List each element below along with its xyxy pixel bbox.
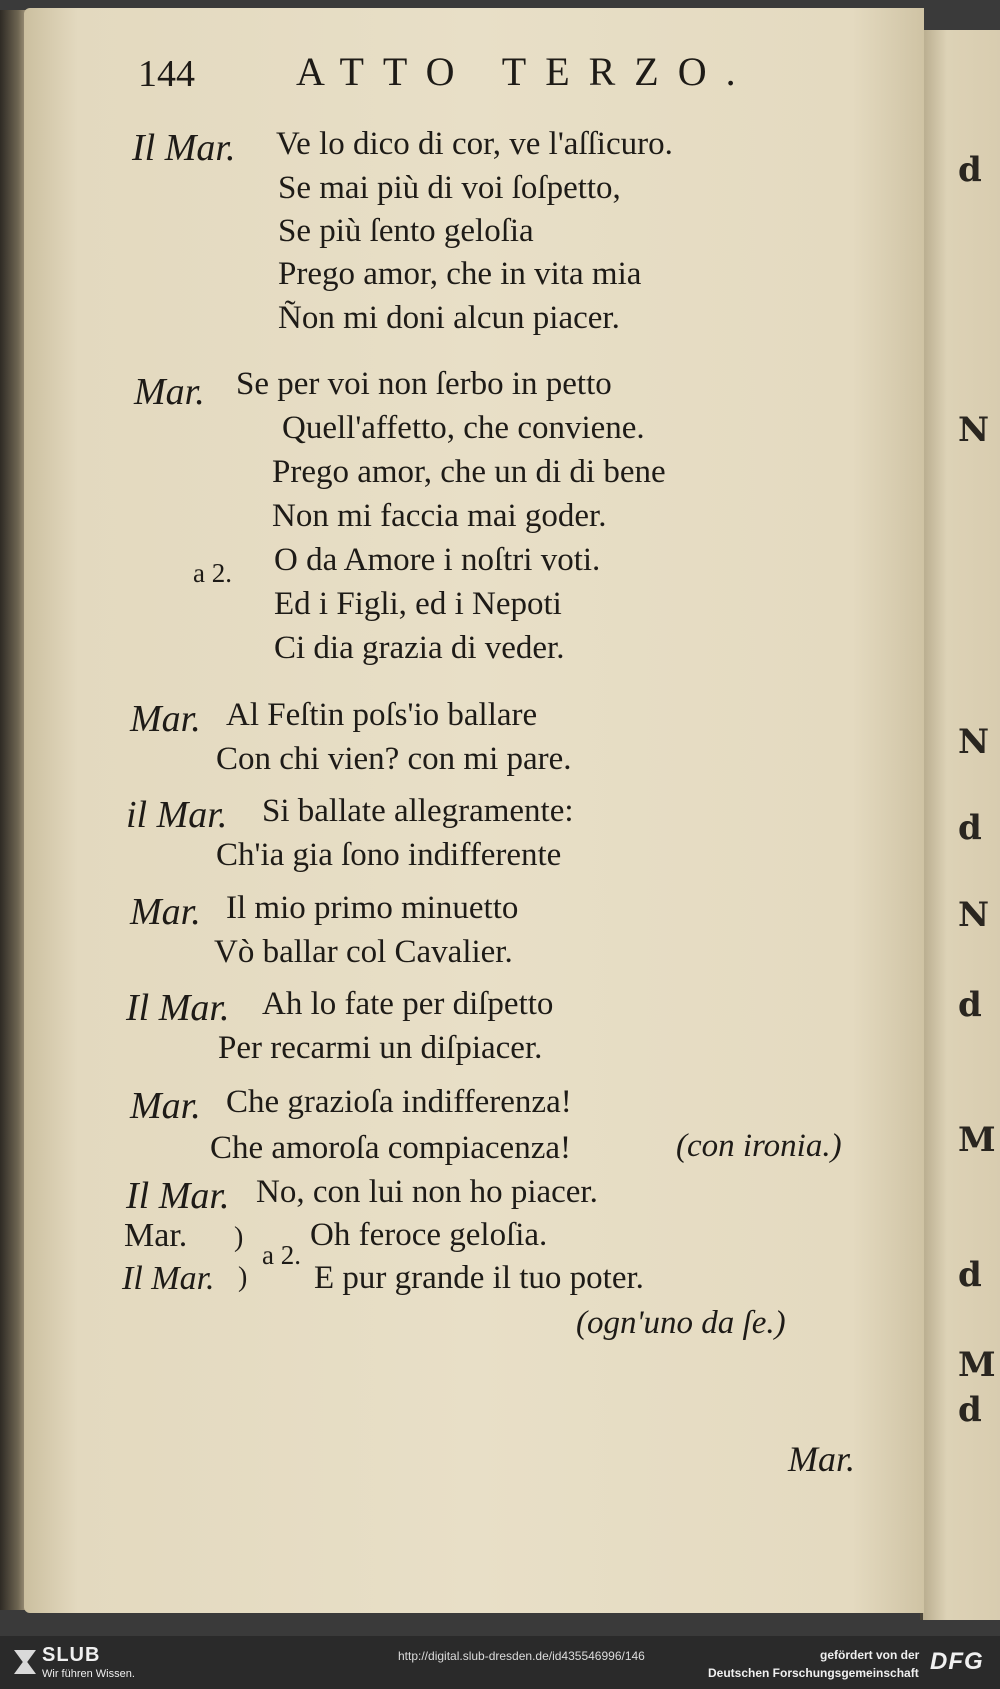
verse-line: O da Amore i noſtri voti.	[274, 542, 601, 578]
verse-line: Quell'affetto, che conviene.	[282, 410, 645, 446]
facing-page-fragment: d	[958, 808, 982, 848]
facing-page-fragment: d	[958, 1390, 982, 1430]
duet-brace: )	[238, 1262, 248, 1293]
slub-logo-icon	[14, 1650, 36, 1674]
verse-line: Per recarmi un diſpiacer.	[218, 1030, 543, 1066]
page-number: 144	[138, 53, 195, 95]
facing-page-fragment: d	[958, 1255, 982, 1295]
duet-label: a 2.	[262, 1240, 301, 1270]
verse-line: No, con lui non ho piacer.	[256, 1174, 598, 1210]
speaker-label: il Mar.	[126, 794, 228, 836]
speaker-label: Il Mar.	[126, 1175, 230, 1217]
verse-line: E pur grande il tuo poter.	[314, 1260, 644, 1296]
facing-page-fragment: d	[958, 150, 982, 190]
verse-line: Vò ballar col Cavalier.	[214, 934, 513, 970]
dfg-logo: DFG	[930, 1648, 984, 1675]
speaker-label: Il Mar.	[122, 1260, 215, 1297]
verse-line: Prego amor, che in vita mia	[278, 256, 642, 292]
verse-line: Che grazioſa indifferenza!	[226, 1084, 572, 1120]
stage-direction: (ogn'uno da ſe.)	[576, 1305, 786, 1341]
duet-label: a 2.	[193, 558, 232, 588]
speaker-label: Il Mar.	[132, 127, 236, 169]
facing-page-fragment: N	[958, 722, 990, 762]
speaker-label: Mar.	[130, 891, 201, 933]
source-url-link[interactable]: http://digital.slub-dresden.de/id435546996/146	[398, 1649, 645, 1663]
catchword: Mar.	[788, 1439, 856, 1479]
page-title: ATTO TERZO.	[296, 49, 755, 94]
verse-line: Non mi faccia mai goder.	[272, 498, 607, 534]
verse-line: Ch'ia gia ſono indifferente	[216, 837, 562, 873]
verse-line: Oh feroce geloſia.	[310, 1217, 548, 1253]
duet-brace: )	[234, 1222, 244, 1253]
slub-tagline: Wir führen Wissen.	[42, 1668, 135, 1680]
viewer-footer	[0, 1636, 1000, 1689]
speaker-label: Mar.	[130, 1085, 201, 1127]
verse-line: Con chi vien? con mi pare.	[216, 741, 572, 777]
funding-line: gefördert von der	[820, 1648, 920, 1662]
facing-page-fragment: d	[958, 985, 982, 1025]
speaker-label: Mar.	[124, 1217, 188, 1254]
facing-page-fragment: M	[958, 1345, 996, 1385]
verse-line: Al Feſtin poſs'io ballare	[226, 697, 538, 733]
verse-line: Se per voi non ſerbo in petto	[236, 366, 612, 402]
verse-line: Ñon mi doni alcun piacer.	[278, 300, 620, 336]
facing-page-fragment: N	[958, 410, 990, 450]
verse-line: Se mai più di voi ſoſpetto,	[278, 170, 621, 206]
verse-line: Il mio primo minuetto	[226, 890, 519, 926]
facing-page-fragment: M	[958, 1120, 996, 1160]
verse-line: Se più ſento geloſia	[278, 213, 534, 249]
stage-direction: (con ironia.)	[676, 1128, 842, 1164]
verse-line: Ci dia grazia di veder.	[274, 630, 565, 666]
speaker-label: Il Mar.	[126, 987, 230, 1029]
verse-line: Ed i Figli, ed i Nepoti	[274, 586, 562, 622]
slub-logo-text: SLUB	[42, 1644, 101, 1666]
funding-line: Deutschen Forschungsgemeinschaft	[708, 1666, 919, 1680]
verse-line: Che amoroſa compiacenza!	[210, 1130, 571, 1166]
verse-line: Ah lo fate per diſpetto	[262, 986, 554, 1022]
verse-line: Prego amor, che un di di bene	[272, 454, 666, 490]
verse-line: Si ballate allegramente:	[262, 793, 574, 829]
speaker-label: Mar.	[134, 371, 205, 413]
facing-page-fragment: N	[958, 895, 990, 935]
speaker-label: Mar.	[130, 698, 201, 740]
verse-line: Ve lo dico di cor, ve l'aſſicuro.	[276, 126, 673, 162]
